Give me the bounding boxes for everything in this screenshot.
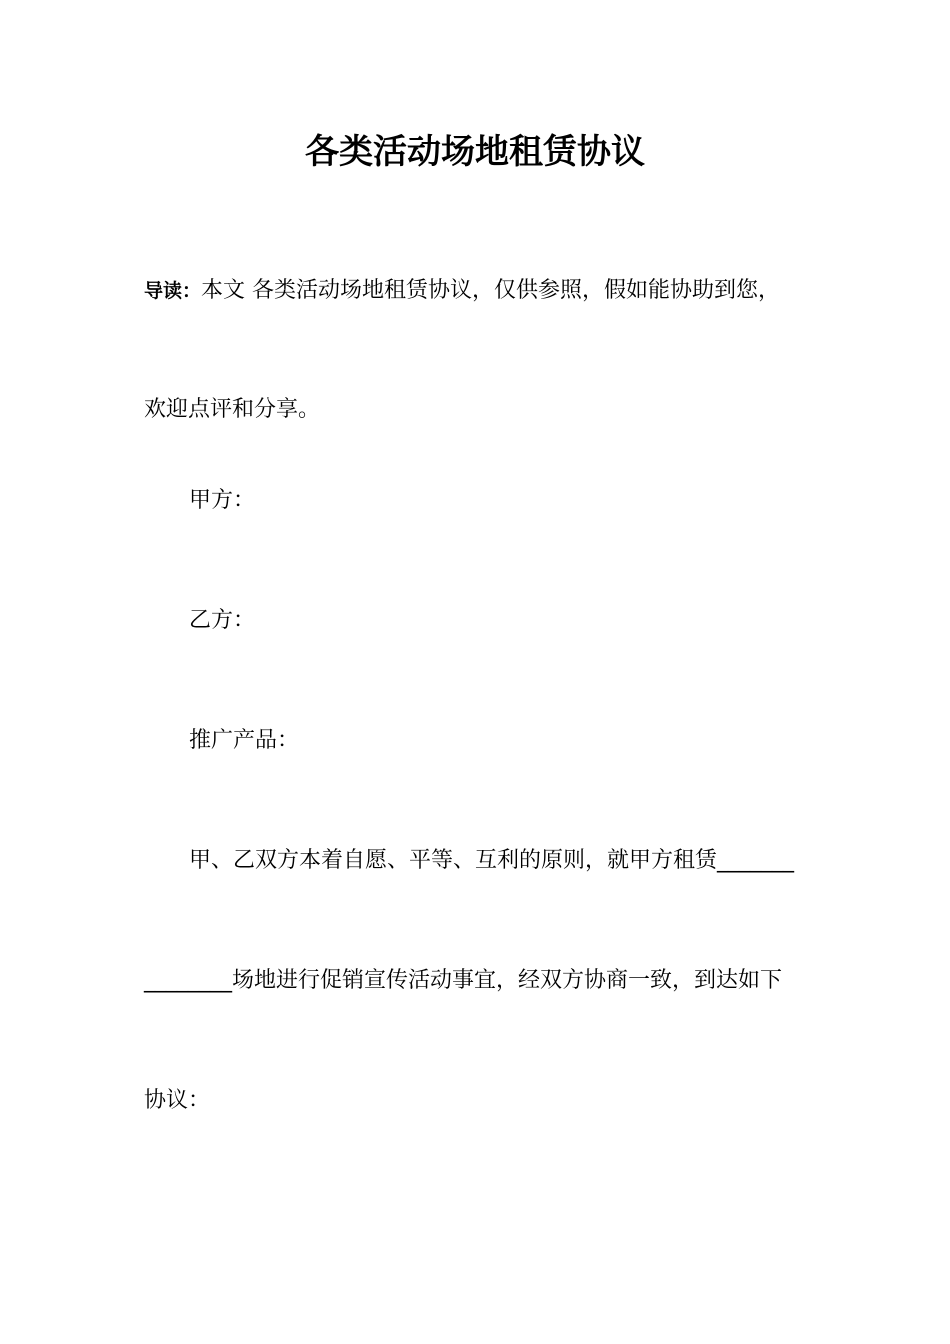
party-b-label: 乙方： [189, 608, 256, 633]
party-a-label: 甲方： [189, 488, 256, 513]
lead-line-2: 欢迎点评和分享。 [144, 397, 321, 422]
body-line-1: 甲、乙双方本着自愿、平等、互利的原则，就甲方租赁_______ [189, 848, 795, 873]
lead-line-1 [144, 275, 780, 307]
body-line-2: ________场地进行促销宣传活动事宜，经双方协商一致，到达如下 [144, 968, 783, 993]
lead-text-1: 本文 各类活动场地租赁协议，仅供参照，假如能协助到您， [201, 278, 781, 303]
lead-label: 导读： [144, 280, 202, 302]
document-title: 各类活动场地租赁协议 [305, 132, 645, 172]
body-line-3: 协议： [144, 1088, 211, 1113]
product-label: 推广产品： [189, 728, 300, 753]
